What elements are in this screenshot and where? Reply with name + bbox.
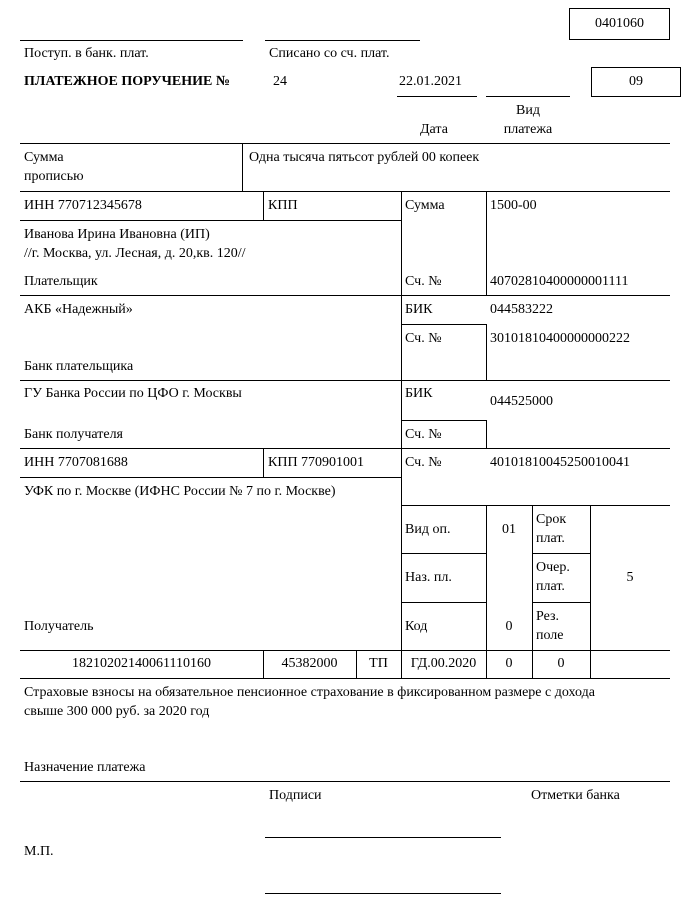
row-divider bbox=[532, 602, 590, 603]
row-divider bbox=[532, 553, 590, 554]
payer-bank-bik: 044583222 bbox=[490, 302, 553, 317]
signature-line bbox=[265, 893, 501, 894]
row-divider bbox=[20, 295, 670, 296]
row-divider bbox=[20, 650, 670, 651]
order: 5 bbox=[626, 570, 634, 585]
row-divider bbox=[401, 420, 486, 421]
debited-line bbox=[265, 40, 420, 41]
recipient-name: УФК по г. Москве (ИФНС России № 7 по г. Москве) bbox=[24, 484, 336, 499]
recipient-kpp: КПП 770901001 bbox=[268, 455, 365, 470]
received-label: Поступ. в банк. плат. bbox=[24, 46, 149, 61]
recipient-account-label: Сч. № bbox=[405, 455, 442, 470]
document-title: ПЛАТЕЖНОЕ ПОРУЧЕНИЕ № bbox=[24, 74, 230, 89]
column-divider bbox=[532, 505, 533, 678]
payer-status: 09 bbox=[629, 74, 643, 89]
payer-bank-name: АКБ «Надежный» bbox=[24, 302, 133, 317]
row-divider bbox=[20, 448, 670, 449]
signatures-label: Подписи bbox=[269, 788, 322, 803]
recipient-bank-bik: 044525000 bbox=[490, 394, 553, 409]
res-label-1: Рез. bbox=[536, 609, 560, 624]
row-divider bbox=[401, 324, 486, 325]
row-divider bbox=[20, 143, 670, 144]
kbk: 18210202140061110160 bbox=[72, 656, 211, 671]
stamp-label: М.П. bbox=[24, 844, 54, 859]
payer-label: Плательщик bbox=[24, 274, 98, 289]
payer-bank-account: 30101810400000000222 bbox=[490, 331, 630, 346]
row-divider bbox=[401, 553, 486, 554]
column-divider bbox=[486, 420, 487, 448]
payer-bank-bik-label: БИК bbox=[405, 302, 433, 317]
column-divider bbox=[590, 505, 591, 678]
row-divider bbox=[20, 220, 401, 221]
payment-type-label-1: Вид bbox=[516, 103, 540, 118]
payer-address: //г. Москва, ул. Лесная, д. 20,кв. 120// bbox=[24, 246, 246, 261]
document-number: 24 bbox=[273, 74, 287, 89]
document-date: 22.01.2021 bbox=[399, 74, 462, 89]
code: 0 bbox=[505, 619, 513, 634]
recipient-label: Получатель bbox=[24, 619, 94, 634]
column-divider bbox=[242, 143, 243, 191]
payer-account-label: Сч. № bbox=[405, 274, 442, 289]
recipient-bank-name: ГУ Банка России по ЦФО г. Москвы bbox=[24, 386, 242, 401]
recipient-bank-bik-label: БИК bbox=[405, 386, 433, 401]
payer-kpp: КПП bbox=[268, 198, 298, 213]
payment-type-line bbox=[486, 96, 570, 97]
date-line bbox=[397, 96, 477, 97]
purpose-line-1: Страховые взносы на обязательное пенсионное страхование в фиксированном размере с дохода bbox=[24, 685, 595, 700]
bank-marks-label: Отметки банка bbox=[531, 788, 620, 803]
payment-type-label-2: платежа bbox=[503, 122, 553, 137]
signature-line bbox=[265, 837, 501, 838]
recipient-inn: ИНН 7707081688 bbox=[24, 455, 128, 470]
payer-bank-label: Банк плательщика bbox=[24, 359, 134, 374]
row-divider bbox=[20, 380, 670, 381]
order-label-2: плат. bbox=[536, 579, 565, 594]
row-divider bbox=[20, 678, 670, 679]
column-divider bbox=[486, 191, 487, 295]
purpose-line-2: свыше 300 000 руб. за 2020 год bbox=[24, 704, 210, 719]
doc-date: 0 bbox=[557, 656, 565, 671]
recipient-account: 40101810045250010041 bbox=[490, 455, 630, 470]
column-divider bbox=[263, 191, 264, 220]
payer-account: 40702810400000001111 bbox=[490, 274, 629, 289]
row-divider bbox=[20, 191, 670, 192]
order-label-1: Очер. bbox=[536, 560, 570, 575]
received-line bbox=[20, 40, 243, 41]
payer-name: Иванова Ирина Ивановна (ИП) bbox=[24, 227, 210, 242]
row-divider bbox=[20, 781, 670, 782]
payer-inn: ИНН 770712345678 bbox=[24, 198, 142, 213]
row-divider bbox=[401, 602, 486, 603]
oktmo: 45382000 bbox=[281, 656, 338, 671]
column-divider bbox=[401, 505, 402, 678]
date-label: Дата bbox=[420, 122, 448, 137]
amount-words-value: Одна тысяча пятьсот рублей 00 копеек bbox=[249, 150, 480, 165]
tax-period: ГД.00.2020 bbox=[410, 656, 477, 671]
column-divider bbox=[401, 191, 402, 505]
payer-bank-account-label: Сч. № bbox=[405, 331, 442, 346]
column-divider bbox=[263, 448, 264, 477]
row-divider bbox=[20, 477, 401, 478]
purpose-label: Назначение платежа bbox=[24, 760, 146, 775]
amount-words-label-2: прописью bbox=[24, 169, 84, 184]
amount-words-label-1: Сумма bbox=[24, 150, 64, 165]
row-divider bbox=[401, 505, 670, 506]
term-label-1: Срок bbox=[536, 512, 567, 527]
code-label: Код bbox=[405, 619, 428, 634]
sum-label: Сумма bbox=[405, 198, 445, 213]
tax-basis: ТП bbox=[369, 656, 388, 671]
debited-label: Списано со сч. плат. bbox=[269, 46, 390, 61]
recipient-bank-label: Банк получателя bbox=[24, 427, 123, 442]
recipient-bank-account-label: Сч. № bbox=[405, 427, 442, 442]
form-code: 0401060 bbox=[595, 16, 644, 31]
op-type: 01 bbox=[502, 522, 516, 537]
column-divider bbox=[486, 324, 487, 380]
op-type-label: Вид оп. bbox=[405, 522, 451, 537]
doc-number: 0 bbox=[505, 656, 513, 671]
term-label-2: плат. bbox=[536, 531, 565, 546]
res-label-2: поле bbox=[536, 628, 564, 643]
sum-value: 1500-00 bbox=[490, 198, 537, 213]
purpose-code-label: Наз. пл. bbox=[405, 570, 452, 585]
